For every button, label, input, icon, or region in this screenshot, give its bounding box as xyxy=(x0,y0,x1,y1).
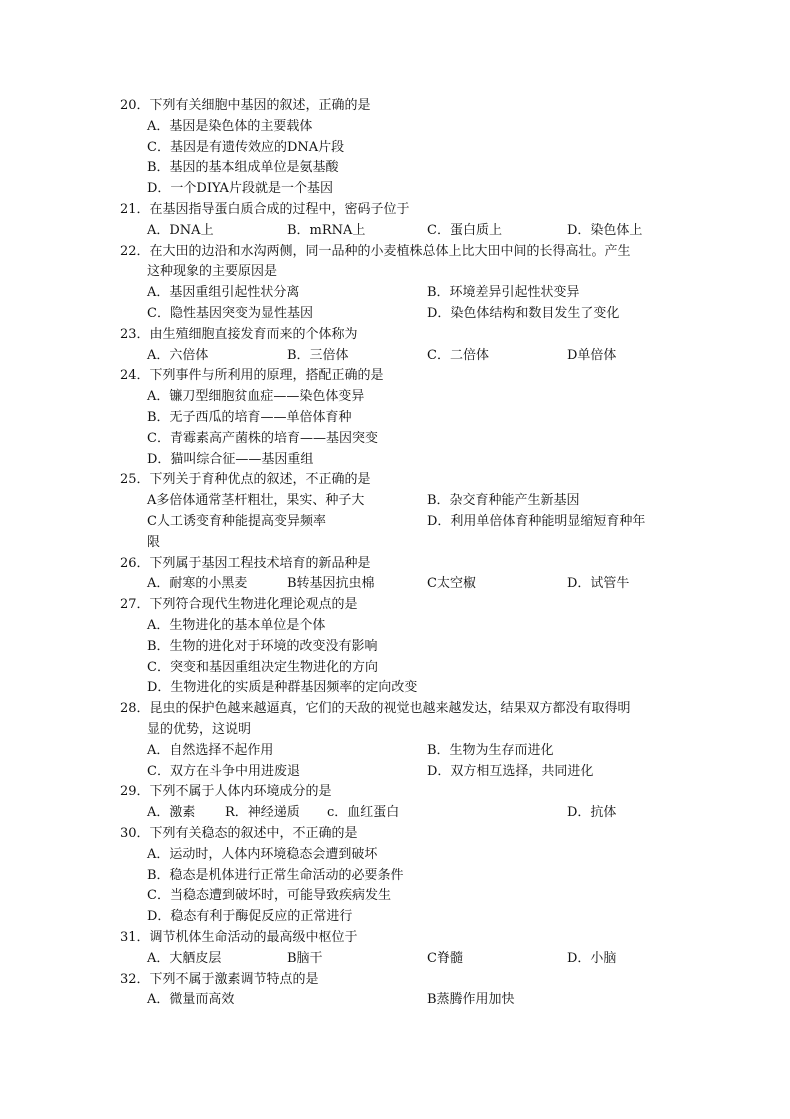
answer-option: R．神经递质 xyxy=(225,805,300,821)
answer-option: B．稳态是机体进行正常生命活动的必要条件 xyxy=(147,867,404,883)
answer-option: A．大舾皮层 xyxy=(147,950,222,966)
answer-option: B．基因的基本组成单位是氨基酸 xyxy=(147,160,339,176)
question-stem: 26．下列属于基因工程技术培育的新品种是 xyxy=(120,555,371,571)
answer-option: B．环境差异引起性状变异 xyxy=(427,285,580,301)
answer-option: B．三倍体 xyxy=(287,347,349,363)
answer-option: C．双方在斗争中用进废退 xyxy=(147,763,300,779)
question-stem: 25．下列关于育种优点的叙述，不正确的是 xyxy=(120,472,371,488)
answer-option: B．无子西瓜的培育——单倍体育种 xyxy=(147,410,352,425)
answer-option: A．自然选择不起作用 xyxy=(147,742,274,758)
answer-option: C．蛋白质上 xyxy=(427,222,502,238)
question-stem: 30．下列有关稳态的叙述中，不正确的是 xyxy=(120,826,358,841)
answer-option: B．mRNA上 xyxy=(287,222,366,238)
answer-option: B．生物的进化对于环境的改变没有影响 xyxy=(147,638,378,654)
answer-option: C人工诱变育种能提高变异频率 xyxy=(147,514,326,529)
question-stem: 21．在基因指导蛋白质合成的过程中，密码子位于 xyxy=(120,202,410,217)
answer-option: D．染色体上 xyxy=(567,222,643,238)
answer-option: D．生物进化的实质是种群基因频率的定向改变 xyxy=(147,680,418,696)
answer-option: C．基因是有遗传效应的DNA片段 xyxy=(147,139,345,155)
answer-option: B转基因抗虫棉 xyxy=(287,576,375,592)
answer-option: B．杂交育种能产生新基因 xyxy=(427,493,580,509)
question-stem: 24．下列事件与所利用的原理，搭配正确的是 xyxy=(120,368,384,384)
question-stem: 20．下列有关细胞中基因的叙述，正确的是 xyxy=(120,98,371,113)
answer-option: C太空椒 xyxy=(427,576,476,592)
answer-option: C．突变和基因重组决定生物进化的方向 xyxy=(147,659,378,675)
answer-option: B．生物为生存而进化 xyxy=(427,742,554,758)
answer-option: C脊髓 xyxy=(427,950,463,966)
answer-option: C．当稳态遭到破坏时，可能导致疾病发生 xyxy=(147,888,391,904)
answer-option-continuation: 限 xyxy=(147,534,161,550)
answer-option: A．运动时，人体内环境稳态会遭到破坏 xyxy=(147,846,378,862)
question-stem: 22．在大田的边沿和水沟两侧，同一品种的小麦植株总体上比大田中间的长得高壮。产生 xyxy=(120,243,631,259)
answer-option: D．抗体 xyxy=(567,805,617,821)
question-stem: 29．下列不属于人体内环境成分的是 xyxy=(120,784,332,800)
answer-option: D．染色体结构和数目发生了变化 xyxy=(427,306,620,321)
answer-option: A．基因是染色体的主要载体 xyxy=(147,118,313,134)
question-stem: 31．调节机体生命活动的最高级中枢位于 xyxy=(120,930,358,945)
answer-option: B蒸腾作用加快 xyxy=(427,992,515,1008)
question-stem: 32．下列不属于激素调节特点的是 xyxy=(120,971,319,987)
question-stem: 27．下列符合现代生物进化理论观点的是 xyxy=(120,597,358,613)
answer-option: D．双方相互选择，共同进化 xyxy=(427,763,594,779)
answer-option: A．镰刀型细胞贫血症——染色体变异 xyxy=(147,389,365,405)
answer-option: A．六倍体 xyxy=(147,347,209,363)
answer-option: D．猫叫综合征——基因重组 xyxy=(147,451,314,467)
answer-option: C．二倍体 xyxy=(427,347,489,363)
answer-option: C．隐性基因突变为显性基因 xyxy=(147,306,313,321)
answer-option: A多倍体通常茎杆粗壮，果实、种子大 xyxy=(147,493,365,509)
question-stem: 显的优势，这说明 xyxy=(147,722,252,737)
answer-option: A．耐寒的小黑麦 xyxy=(147,576,248,592)
answer-option: D．一个DIYA片段就是一个基因 xyxy=(147,181,333,197)
answer-option: c．血红蛋白 xyxy=(327,805,400,821)
answer-option: D单倍体 xyxy=(567,347,617,363)
question-stem: 这种现象的主要原因是 xyxy=(147,264,278,280)
answer-option: A．生物进化的基本单位是个体 xyxy=(147,618,326,633)
answer-option: A．DNA上 xyxy=(147,222,214,238)
answer-option: A．微量而高效 xyxy=(147,992,235,1008)
answer-option: D．小脑 xyxy=(567,950,617,966)
answer-option: A．激素 xyxy=(147,805,196,821)
answer-option: C．青霉素高产菌株的培育——基因突变 xyxy=(147,430,378,446)
answer-option: D．利用单倍体育种能明显缩短育种年 xyxy=(427,514,646,529)
answer-option: D．试管牛 xyxy=(567,576,630,592)
answer-option: D．稳态有利于酶促反应的正常进行 xyxy=(147,909,353,925)
question-stem: 28．昆虫的保护色越来越逼真，它们的天敌的视觉也越来越发达，结果双方都没有取得明 xyxy=(120,701,631,717)
question-stem: 23．由生殖细胞直接发育而来的个体称为 xyxy=(120,326,358,342)
answer-option: A．基因重组引起性状分离 xyxy=(147,285,300,301)
answer-option: B脑干 xyxy=(287,950,323,966)
